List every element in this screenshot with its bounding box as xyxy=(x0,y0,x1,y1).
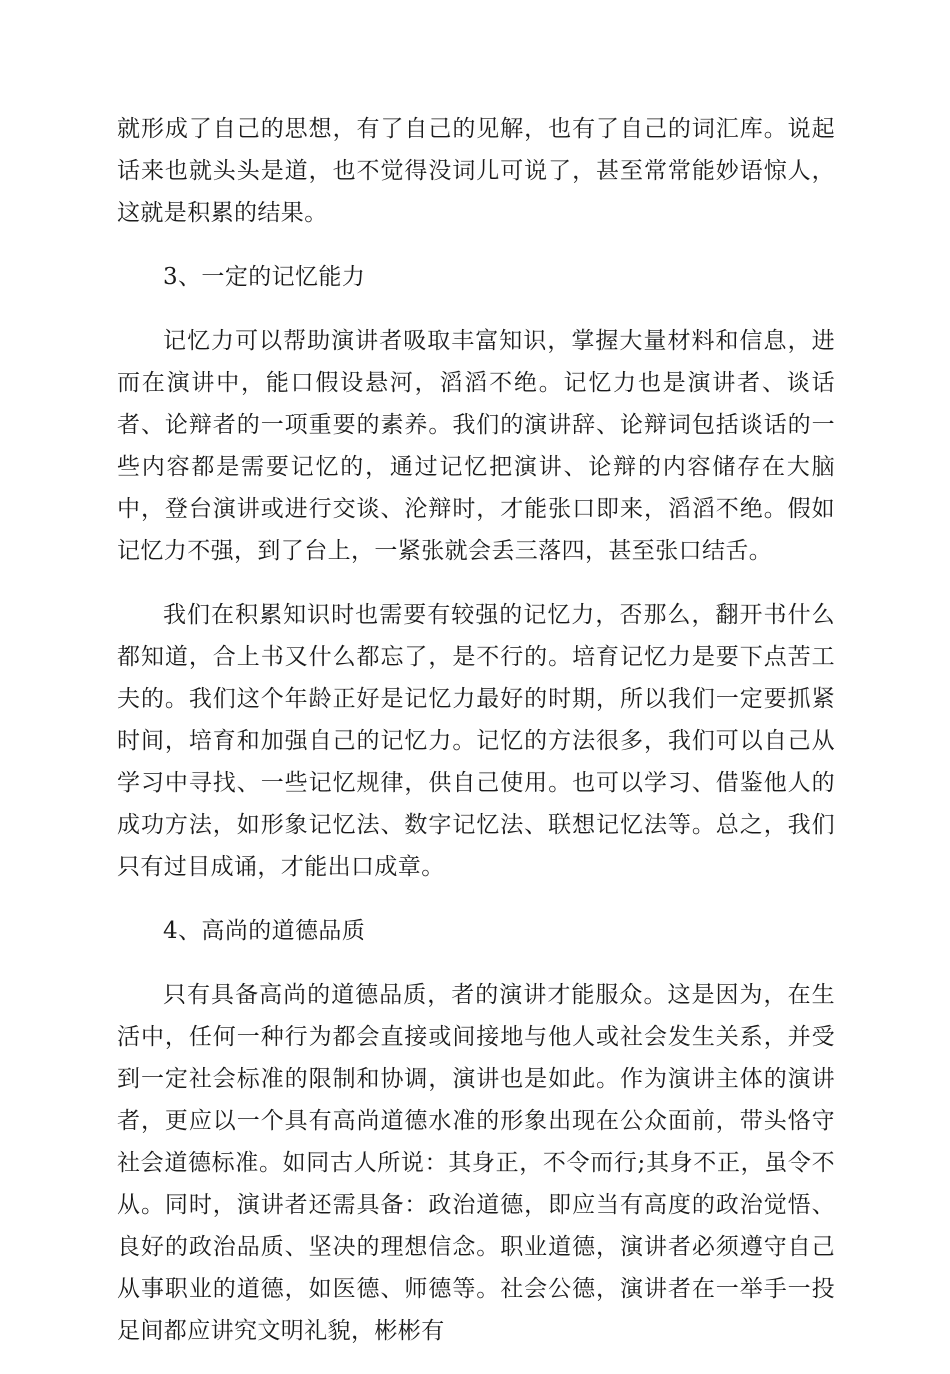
paragraph-memory-2: 我们在积累知识时也需要有较强的记忆力，否那么，翻开书什么都知道，合上书又什么都忘了，是不行的。培育记忆力是要下点苦工夫的。我们这个年龄正好是记忆力最好的时期，所以我们一定要抓紧时间，培育和加强自己的记忆力。记忆的方法很多，我们可以自己从学习中寻找、一些记忆规律，供自己使用。也可以学习、借鉴他人的成功方法，如形象记忆法、数字记忆法、联想记忆法等。总之，我们只有过目成诵，才能出口成章。 xyxy=(117,602,835,880)
paragraph-continuation: 就形成了自己的思想，有了自己的见解，也有了自己的词汇库。说起话来也就头头是道，也不觉得没词儿可说了，甚至常常能妙语惊人，这就是积累的结果。 xyxy=(117,116,835,226)
section-heading-3: 3、一定的记忆能力 xyxy=(163,264,366,290)
document-body xyxy=(117,108,835,1374)
paragraph-memory-1: 记忆力可以帮助演讲者吸取丰富知识，掌握大量材料和信息，进而在演讲中，能口假设悬河，滔滔不绝。记忆力也是演讲者、谈话者、论辩者的一项重要的素养。我们的演讲辞、论辩词包括谈话的一些内容都是需要记忆的，通过记忆把演讲、论辩的内容储存在大脑中，登台演讲或进行交谈、沦辩时，才能张口即来，滔滔不绝。假如记忆力不强，到了台上，一紧张就会丢三落四，甚至张口结舌。 xyxy=(117,328,835,564)
section-heading-4: 4、高尚的道德品质 xyxy=(163,918,366,944)
paragraph-morality: 只有具备高尚的道德品质，者的演讲才能服众。这是因为，在生活中，任何一种行为都会直接或间接地与他人或社会发生关系，并受到一定社会标准的限制和协调，演讲也是如此。作为演讲主体的演讲者，更应以一个具有高尚道德水准的形象出现在公众面前，带头恪守社会道德标准。如同古人所说：其身正，不令而行;其身不正，虽令不从。同时，演讲者还需具备：政治道德，即应当有高度的政治觉悟、良好的政治品质、坚决的理想信念。职业道德，演讲者必须遵守自己从事职业的道德，如医德、师德等。社会公德，演讲者在一举手一投足间都应讲究文明礼貌，彬彬有 xyxy=(117,982,835,1344)
